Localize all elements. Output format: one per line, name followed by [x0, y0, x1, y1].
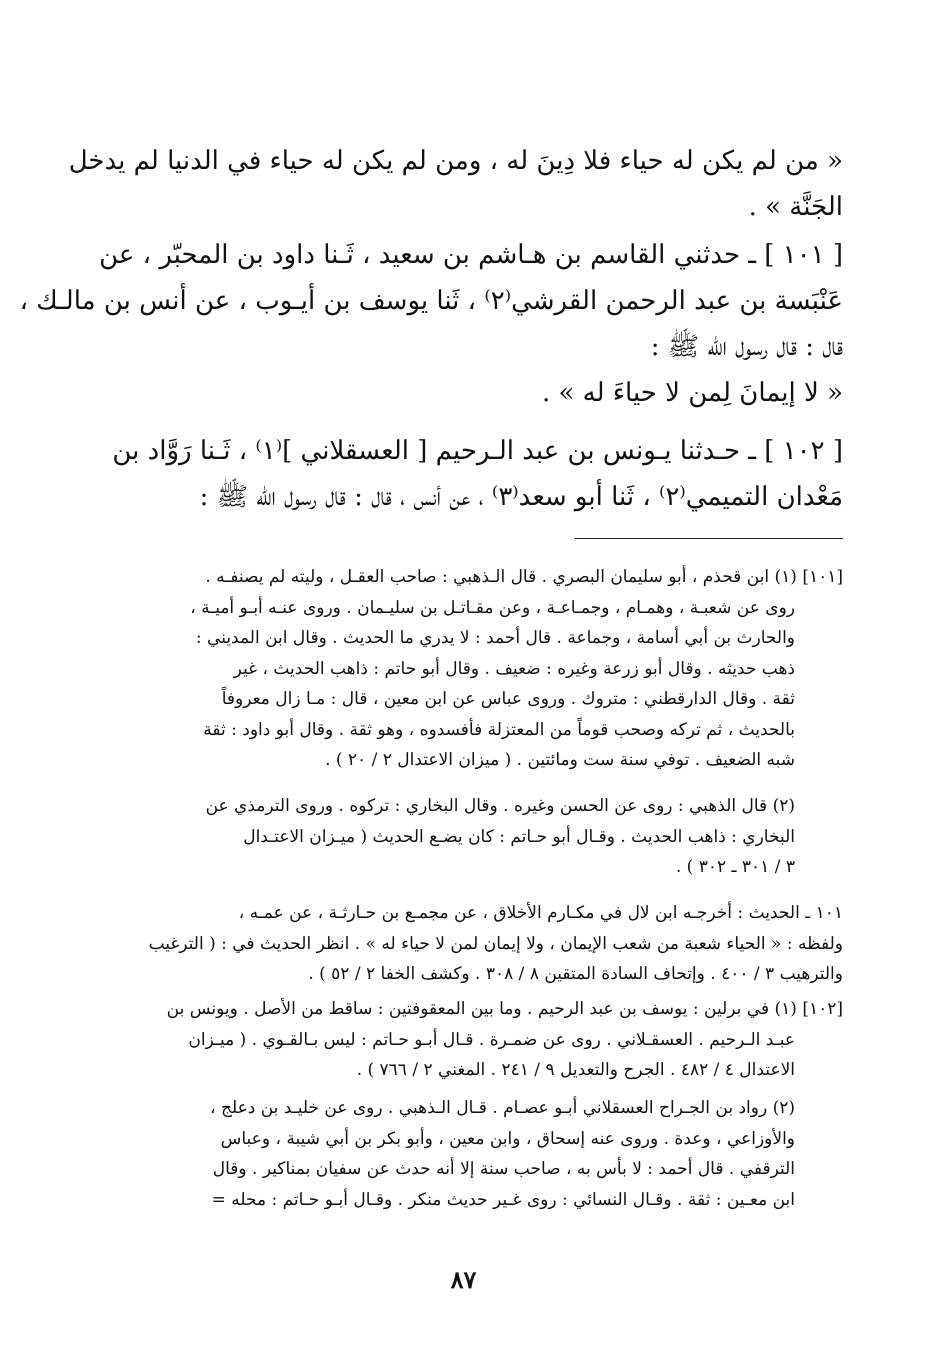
- text-line: عَنْبَسة بن عبد الرحمن القرشي⁽٢⁾ ، ثَنا يوسف بن أيـوب ، عن أنس بن مالـك ،: [19, 286, 843, 316]
- note-line: الاعتدال ٤ / ٤٨٢ . الجرح والتعديل ٩ / ٢٤١ . المغني ٢ / ٧٦٦ ) .: [356, 1060, 795, 1080]
- text-line: « من لم يكن له حياء فلا دِينَ له ، ومن لم يكن له حياء في الدنيا لم يدخل: [68, 146, 843, 176]
- hadith-101-text: [163, 370, 843, 416]
- note-line: [١٠١] (١) ابن قحذم ، أبو سليمان البصري . قال الـذهبي : صاحب العقـل ، وليته لم يصنفـه .: [205, 567, 843, 587]
- note-line: بالحديث ، ثم تركه وصحب قوماً من المعتزلة فأفسدوه ، وهو ثقة . وقال أبو داود : ثقة: [203, 719, 795, 740]
- note-line: ١٠١ ـ الحديث : أخرجـه ابن لال في مكـارم الأخلاق ، عن مجمـع بن حـارثـة ، عن عمـه ،: [238, 903, 843, 923]
- note-line: البخاري : ذاهب الحديث . وقـال أبو حـاتم : كان يضـع الحديث ( ميـزان الاعتـدال: [243, 826, 795, 847]
- takhrij-101: [148, 898, 843, 990]
- note-line: ذهب حديثه . وقال أبو زرعة وغيره : ضعيف . وقال أبو حاتم : ذاهب الحديث ، غير: [233, 658, 795, 679]
- text-line: قال : قال رسول الله ﷺ :: [650, 332, 843, 362]
- hadith-101-isnad: [19, 232, 843, 370]
- note-line: ولفظه : « الحياء شعبة من شعب الإيمان ، ولا إيمان لمن لا حياء له » . انظر الحديث في : ( الترغيب: [148, 933, 843, 954]
- text-line: « لا إيمانَ لِمن لا حياءَ له » .: [541, 378, 843, 408]
- footnote-101-1: [153, 562, 843, 776]
- footnote-102-2: [153, 1093, 843, 1215]
- hadith-text-100: [68, 138, 843, 230]
- note-line: عبـد الـرحيم . العسقـلاني . روى عن ضمـرة . قـال أبـو حـاتم : ليس بـالقـوي . ( ميـزان: [188, 1029, 795, 1050]
- note-line: روى عن شعبـة ، وهمـام ، وجمـاعـة ، وعن مقـاتـل بن سليـمان . وروى عنـه أبـو أميـة ،: [190, 597, 795, 618]
- footnote-102-1: [153, 994, 843, 1086]
- page-number: ٨٧: [450, 1265, 477, 1294]
- note-line: الترقفي . قال أحمد : لا بأس به ، صاحب سنة إلا أنه حدث عن سفيان بمناكير . وقال: [212, 1159, 795, 1179]
- footnote-101-2: [153, 791, 843, 883]
- text-line: الجَنَّة » .: [748, 192, 843, 222]
- note-line: ٣ / ٣٠١ ـ ٣٠٢ ) .: [675, 857, 795, 877]
- footnote-separator: [575, 538, 843, 539]
- text-line: [ ١٠٢ ] ـ حـدثنا يـونس بن عبد الـرحيم [ العسقلاني ]⁽١⁾ ، ثَـنا رَوَّاد بن: [112, 436, 843, 466]
- note-line: والترهيب ٣ / ٤٠٠ . وإتحاف السادة المتقين ٨ / ٣٠٨ . وكشف الخفا ٢ / ٥٢ ) .: [308, 964, 843, 984]
- note-line: والأوزاعي ، وعدة . وروى عنه إسحاق ، وابن معين ، وأبو بكر بن أبي شيبة ، وعباس: [220, 1128, 795, 1149]
- note-line: شبه الضعيف . توفي سنة ست ومائتين . ( ميزان الاعتدال ٢ / ٢٠ ) .: [325, 750, 795, 770]
- hadith-102-isnad: [112, 428, 843, 520]
- note-line: ابن معـين : ثقة . وقـال النسائي : روى غـير حديث منكر . وقـال أبـو حـاتم : محله =: [211, 1189, 795, 1210]
- note-line: والحارث بن أبي أسامة ، وجماعة . قال أحمد : لا يدري ما الحديث . وقال ابن المديني :: [195, 628, 795, 648]
- note-line: (٢) قال الذهبي : روى عن الحسن وغيره . وقال البخاري : تركوه . وروى الترمذي عن: [205, 796, 795, 816]
- note-line: [١٠٢] (١) في برلين : يوسف بن عبد الرحيم . وما بين المعقوفتين : ساقط من الأصل . ويونس بن: [166, 999, 843, 1019]
- text-line: [ ١٠١ ] ـ حدثني القاسم بن هـاشم بن سعيد ، ثَـنا داود بن المحبّر ، عن: [99, 240, 843, 270]
- text-line: مَعْدان التميمي⁽٢⁾ ، ثَنا أبو سعد⁽٣⁾ ، عن أنس ، قال : قال رسول الله ﷺ :: [199, 482, 843, 512]
- note-line: ثقة . وقال الدارقطني : متروك . وروى عباس عن ابن معين ، قال : مـا زال معروفاً: [221, 689, 795, 709]
- note-line: (٢) رواد بن الجـراح العسقلاني أبـو عصـام . قـال الـذهبي . روى عن خليـد بن دعلج ،: [210, 1098, 795, 1118]
